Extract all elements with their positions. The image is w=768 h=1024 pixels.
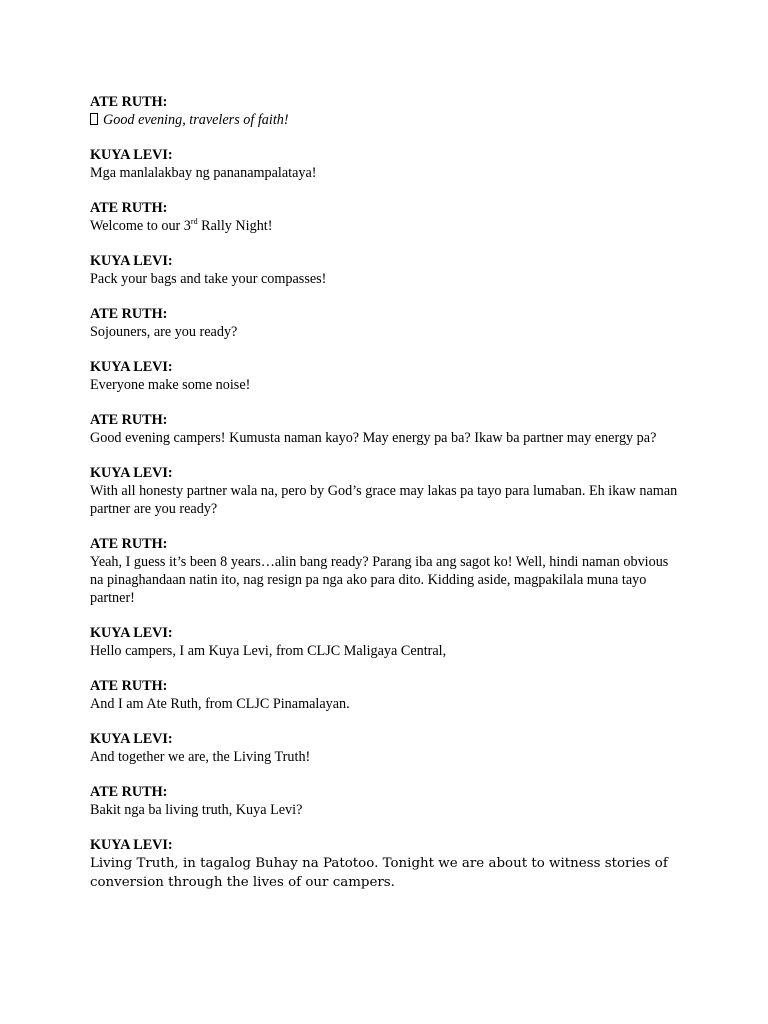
speaker-label: ATE RUTH:	[90, 678, 168, 694]
dialogue-text: Everyone make some noise!	[90, 377, 251, 393]
dialogue-block	[90, 146, 680, 182]
speaker-label: KUYA LEVI:	[90, 731, 173, 747]
dialogue-block	[90, 411, 680, 447]
dialogue-block	[90, 358, 680, 394]
dialogue-text: With all honesty partner wala na, pero by God’s grace may lakas pa tayo para lumaban. Eh ikaw naman partner are you ready?	[90, 483, 678, 517]
speaker-label: ATE RUTH:	[90, 784, 168, 800]
speaker-label: ATE RUTH:	[90, 200, 168, 216]
dialogue-block	[90, 624, 680, 660]
dialogue-text: And I am Ate Ruth, from CLJC Pinamalayan.	[90, 696, 350, 712]
dialogue-text: Bakit nga ba living truth, Kuya Levi?	[90, 802, 303, 818]
ordinal-suffix: rd	[190, 217, 198, 226]
dialogue-text: Pack your bags and take your compasses!	[90, 271, 327, 287]
script-document	[90, 93, 680, 909]
dialogue-block	[90, 783, 680, 819]
speaker-label: ATE RUTH:	[90, 306, 168, 322]
dialogue-block	[90, 464, 680, 518]
speaker-label: ATE RUTH:	[90, 536, 168, 552]
dialogue-block	[90, 252, 680, 288]
dialogue-block	[90, 93, 680, 129]
dialogue-block	[90, 836, 680, 892]
dialogue-line	[90, 111, 680, 129]
dialogue-block	[90, 677, 680, 713]
dialogue-text: Mga manlalakbay ng pananampalataya!	[90, 165, 317, 181]
speaker-label: KUYA LEVI:	[90, 837, 173, 853]
dialogue-block	[90, 535, 680, 607]
speaker-label: KUYA LEVI:	[90, 359, 173, 375]
dialogue-line	[90, 217, 680, 235]
speaker-label: KUYA LEVI:	[90, 625, 173, 641]
speaker-label: ATE RUTH:	[90, 94, 168, 110]
speaker-label: KUYA LEVI:	[90, 465, 173, 481]
speaker-label: ATE RUTH:	[90, 412, 168, 428]
dialogue-text: Welcome to our 3	[90, 218, 191, 234]
speaker-label: KUYA LEVI:	[90, 253, 173, 269]
dialogue-text: And together we are, the Living Truth!	[90, 749, 311, 765]
dialogue-block	[90, 730, 680, 766]
dialogue-text: Yeah, I guess it’s been 8 years…alin bang ready? Parang iba ang sagot ko! Well, hindi naman obvious na pinaghandaan natin ito, nag resign pa nga ako para dito. Kidding aside, magpakilala muna tayo partner!	[90, 554, 669, 606]
dialogue-text: Good evening campers! Kumusta naman kayo? May energy pa ba? Ikaw ba partner may energy pa?	[90, 430, 657, 446]
dialogue-text: Hello campers, I am Kuya Levi, from CLJC Maligaya Central,	[90, 643, 447, 659]
dialogue-block	[90, 305, 680, 341]
missing-glyph-icon	[90, 113, 98, 125]
speaker-label: KUYA LEVI:	[90, 147, 173, 163]
dialogue-block	[90, 199, 680, 235]
dialogue-text: Rally Night!	[197, 218, 273, 234]
dialogue-text: Sojouners, are you ready?	[90, 324, 238, 340]
dialogue-text: Living Truth, in tagalog Buhay na Patotoo. Tonight we are about to witness stories of conversion through the lives of our campers.	[90, 856, 668, 890]
dialogue-text: Good evening, travelers of faith!	[103, 112, 289, 128]
